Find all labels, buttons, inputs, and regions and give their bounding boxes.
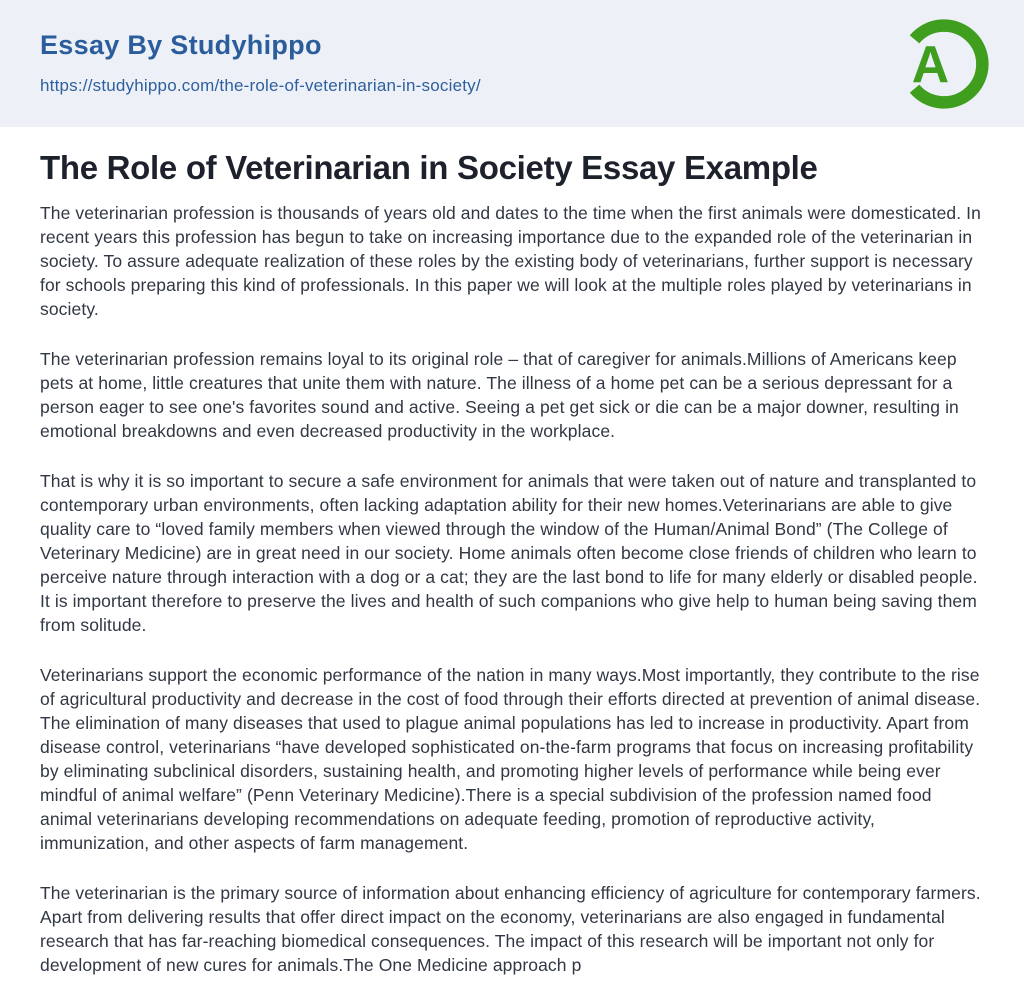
- essay-paragraph: The veterinarian profession is thousands of years old and dates to the time when the first animals were domesticated. In recent years this profession has begun to take on increasing importance due to the expanded role of the veterinarian in society. To assure adequate realization of these roles by the existing body of veterinarians, further support is necessary for schools preparing this kind of professionals. In this paper we will look at the multiple roles played by veterinarians in society.: [40, 203, 981, 320]
- header: [0, 0, 1024, 127]
- logo-letter: A: [911, 35, 950, 94]
- essay-paragraph: The veterinarian is the primary source of information about enhancing efficiency of agriculture for contemporary farmers. Apart from delivering results that offer direct impact on the economy, veterinarians are also engaged in fundamental research that has far-reaching biomedical consequences. The impact of this research will be important not only for development of new cures for animals.The One Medicine approach p: [40, 883, 981, 976]
- essay-body: [40, 201, 984, 977]
- article: [0, 127, 1024, 977]
- studyhippo-logo-icon: [894, 16, 990, 112]
- essay-paragraph: Veterinarians support the economic performance of the nation in many ways.Most importantly, they contribute to the rise of agricultural productivity and decrease in the cost of food through their efforts directed at prevention of animal disease. The elimination of many diseases that used to plague animal populations has led to increase in productivity. Apart from disease control, veterinarians “have developed sophisticated on-the-farm programs that focus on increasing profitability by eliminating subclinical disorders, sustaining health, and promoting higher levels of performance while being ever mindful of animal welfare” (Penn Veterinary Medicine).There is a special subdivision of the profession named food animal veterinarians developing recommendations on adequate feeding, promotion of reproductive activity, immunization, and other aspects of farm management.: [40, 665, 981, 854]
- header-url-link[interactable]: https://studyhippo.com/the-role-of-veterinarian-in-society/: [40, 75, 481, 95]
- page-title: The Role of Veterinarian in Society Essay Example: [40, 149, 818, 186]
- essay-paragraph: The veterinarian profession remains loyal to its original role – that of caregiver for animals.Millions of Americans keep pets at home, little creatures that unite them with nature. The illness of a home pet can be a serious depressant for a person eager to see one's favorites sound and active. Seeing a pet get sick or die can be a major downer, resulting in emotional breakdowns and even decreased productivity in the workplace.: [40, 349, 959, 442]
- header-title: Essay By Studyhippo: [40, 30, 322, 60]
- essay-paragraph: That is why it is so important to secure a safe environment for animals that were taken out of nature and transplanted to contemporary urban environments, often lacking adaptation ability for their new homes.Veterinarians are able to give quality care to “loved family members when viewed through the window of the Human/Animal Bond” (The College of Veterinary Medicine) are in great need in our society. Home animals often become close friends of children who learn to perceive nature through interaction with a dog or a cat; they are the last bond to life for many elderly or disabled people. It is important therefore to preserve the lives and health of such companions who give help to human being saving them from solitude.: [40, 471, 978, 636]
